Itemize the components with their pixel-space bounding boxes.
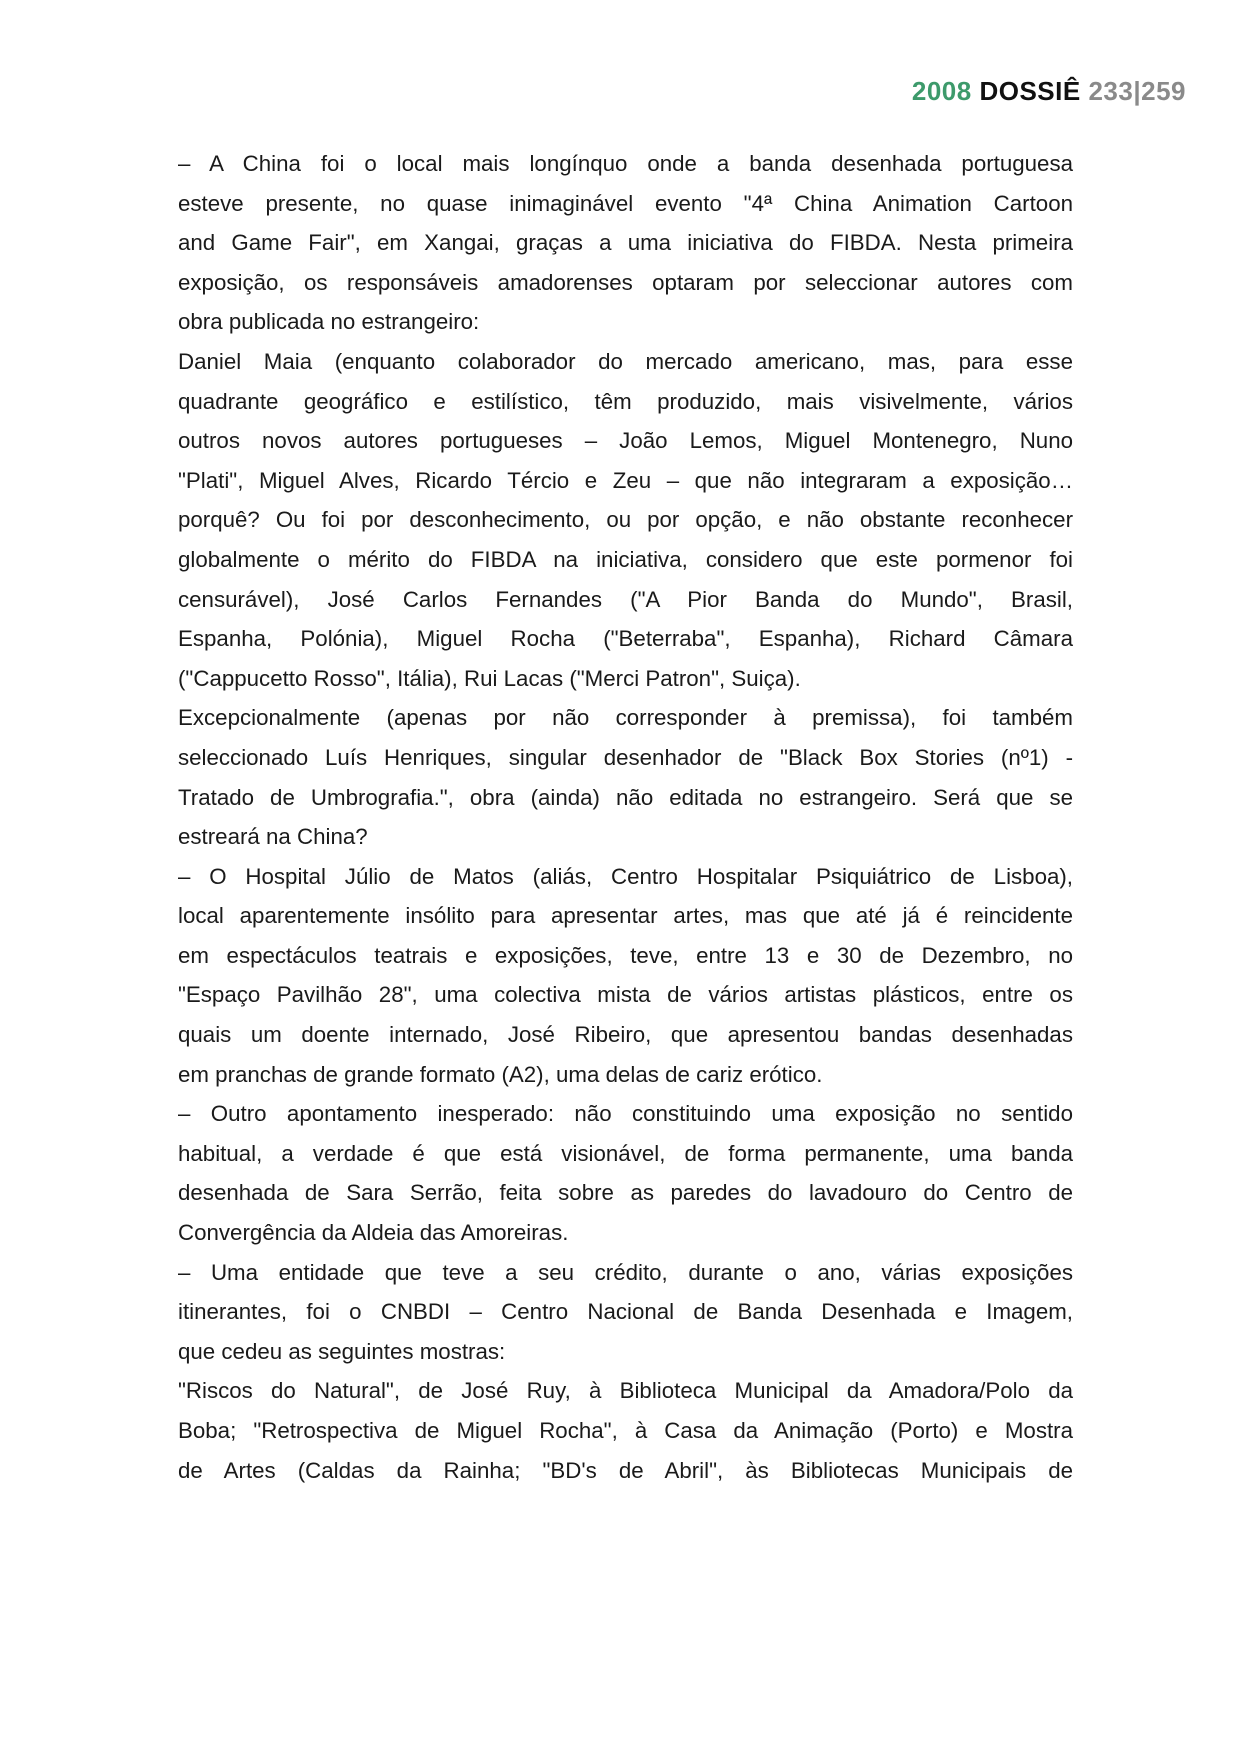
- text-line: exposição, os responsáveis amadorenses optaram por seleccionar autores com: [178, 269, 1073, 295]
- text-line: local aparentemente insólito para apresentar artes, mas que até já é reincidente: [178, 903, 1073, 929]
- text-line: Daniel Maia (enquanto colaborador do mercado americano, mas, para esse: [178, 348, 1073, 374]
- paragraph: [178, 1371, 1073, 1490]
- text-line: porquê? Ou foi por desconhecimento, ou por opção, e não obstante reconhecer: [178, 507, 1073, 533]
- paragraph: [178, 144, 1073, 342]
- paragraph: [178, 857, 1073, 1095]
- text-line: Tratado de Umbrografia.", obra (ainda) não editada no estrangeiro. Será que se: [178, 784, 1073, 810]
- header-section: DOSSIÊ: [979, 76, 1081, 106]
- text-line: seleccionado Luís Henriques, singular desenhador de "Black Box Stories (nº1) -: [178, 744, 1073, 770]
- text-line: censurável), José Carlos Fernandes ("A Pior Banda do Mundo", Brasil,: [178, 586, 1073, 612]
- paragraph: [178, 1253, 1073, 1372]
- text-line: Convergência da Aldeia das Amoreiras.: [178, 1220, 569, 1246]
- text-line: – A China foi o local mais longínquo onde a banda desenhada portuguesa: [178, 151, 1073, 176]
- text-line: ("Cappucetto Rosso", Itália), Rui Lacas ("Merci Patron", Suiça).: [178, 665, 801, 691]
- text-line: desenhada de Sara Serrão, feita sobre as paredes do lavadouro do Centro de: [178, 1180, 1073, 1206]
- text-line: esteve presente, no quase inimaginável evento "4ª China Animation Cartoon: [178, 190, 1073, 216]
- text-line: Boba; "Retrospectiva de Miguel Rocha", à Casa da Animação (Porto) e Mostra: [178, 1418, 1073, 1443]
- header-year: 2008: [911, 76, 972, 106]
- text-line: obra publicada no estrangeiro:: [178, 309, 480, 335]
- paragraph: [178, 342, 1073, 698]
- text-line: que cedeu as seguintes mostras:: [178, 1338, 506, 1364]
- document-body: [178, 144, 1073, 1490]
- text-line: em pranchas de grande formato (A2), uma delas de cariz erótico.: [178, 1061, 823, 1087]
- text-line: outros novos autores portugueses – João Lemos, Miguel Montenegro, Nuno: [178, 428, 1073, 454]
- text-line: and Game Fair", em Xangai, graças a uma iniciativa do FIBDA. Nesta primeira: [178, 230, 1073, 256]
- text-line: – O Hospital Júlio de Matos (aliás, Centro Hospitalar Psiquiátrico de Lisboa),: [178, 863, 1073, 889]
- text-line: estreará na China?: [178, 824, 368, 850]
- text-line: globalmente o mérito do FIBDA na iniciativa, considero que este pormenor foi: [178, 546, 1073, 572]
- text-line: – Uma entidade que teve a seu crédito, durante o ano, várias exposições: [178, 1259, 1073, 1285]
- header-page-number: 233|259: [1088, 76, 1186, 106]
- paragraph: [178, 698, 1073, 856]
- text-line: habitual, a verdade é que está visionável, de forma permanente, uma banda: [178, 1140, 1073, 1166]
- running-header: [912, 76, 1186, 107]
- text-line: – Outro apontamento inesperado: não constituindo uma exposição no sentido: [178, 1101, 1073, 1127]
- text-line: quais um doente internado, José Ribeiro, que apresentou bandas desenhadas: [178, 1022, 1073, 1048]
- text-line: quadrante geográfico e estilístico, têm produzido, mais visivelmente, vários: [178, 388, 1073, 414]
- text-line: em espectáculos teatrais e exposições, teve, entre 13 e 30 de Dezembro, no: [178, 942, 1073, 968]
- text-line: "Plati", Miguel Alves, Ricardo Tércio e Zeu – que não integraram a exposição…: [178, 467, 1073, 493]
- text-line: "Espaço Pavilhão 28", uma colectiva mista de vários artistas plásticos, entre os: [178, 982, 1073, 1008]
- text-line: Excepcionalmente (apenas por não corresponder à premissa), foi também: [178, 705, 1073, 731]
- paragraph: [178, 1094, 1073, 1252]
- text-line: de Artes (Caldas da Rainha; "BD's de Abril", às Bibliotecas Municipais de: [178, 1457, 1073, 1483]
- text-line: Espanha, Polónia), Miguel Rocha ("Beterraba", Espanha), Richard Câmara: [178, 626, 1073, 652]
- text-line: itinerantes, foi o CNBDI – Centro Nacional de Banda Desenhada e Imagem,: [178, 1299, 1073, 1325]
- text-line: "Riscos do Natural", de José Ruy, à Biblioteca Municipal da Amadora/Polo da: [178, 1378, 1073, 1404]
